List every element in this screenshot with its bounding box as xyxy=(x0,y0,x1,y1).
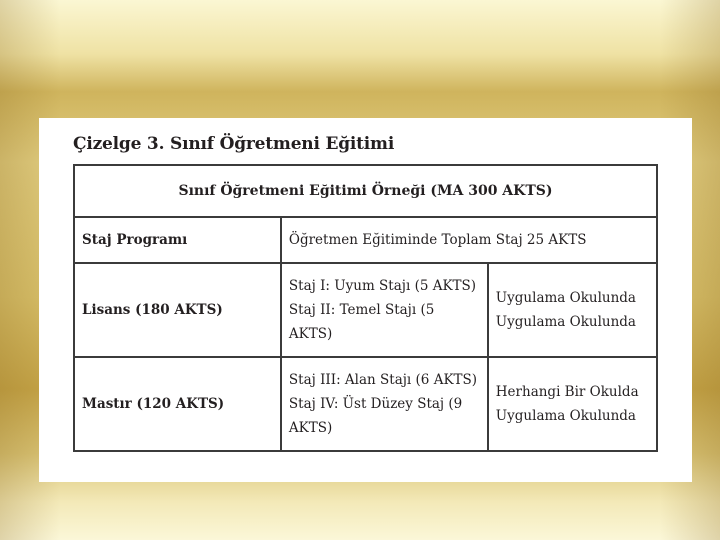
lisans-internship-1: Staj I: Uyum Stajı (5 AKTS) xyxy=(288,278,477,294)
table-header-row xyxy=(74,165,657,217)
lisans-label: Lisans (180 AKTS) xyxy=(74,263,281,357)
lisans-locations xyxy=(488,263,657,357)
lisans-location-2: Uygulama Okulunda xyxy=(495,314,636,330)
internship-table xyxy=(73,164,658,452)
master-internship-2: Staj IV: Üst Düzey Staj (9 AKTS) xyxy=(288,396,463,436)
lisans-internships xyxy=(281,263,488,357)
master-location-1: Herhangi Bir Okulda xyxy=(495,384,639,400)
master-internships xyxy=(281,357,488,451)
lisans-location-1: Uygulama Okulunda xyxy=(495,290,636,306)
master-internship-1: Staj III: Alan Stajı (6 AKTS) xyxy=(288,372,478,388)
master-label: Mastır (120 AKTS) xyxy=(74,357,281,451)
table-row-lisans xyxy=(74,263,657,357)
table-row-program xyxy=(74,217,657,263)
table-header: Sınıf Öğretmeni Eğitimi Örneği (MA 300 AKTS) xyxy=(74,165,657,217)
lisans-internship-2: Staj II: Temel Stajı (5 AKTS) xyxy=(288,302,435,342)
program-label: Staj Programı xyxy=(74,217,281,263)
master-locations xyxy=(488,357,657,451)
table-caption: Çizelge 3. Sınıf Öğretmeni Eğitimi xyxy=(73,134,395,154)
table-row-master xyxy=(74,357,657,451)
document-panel xyxy=(39,118,692,482)
master-location-2: Uygulama Okulunda xyxy=(495,408,636,424)
program-value: Öğretmen Eğitiminde Toplam Staj 25 AKTS xyxy=(281,217,657,263)
